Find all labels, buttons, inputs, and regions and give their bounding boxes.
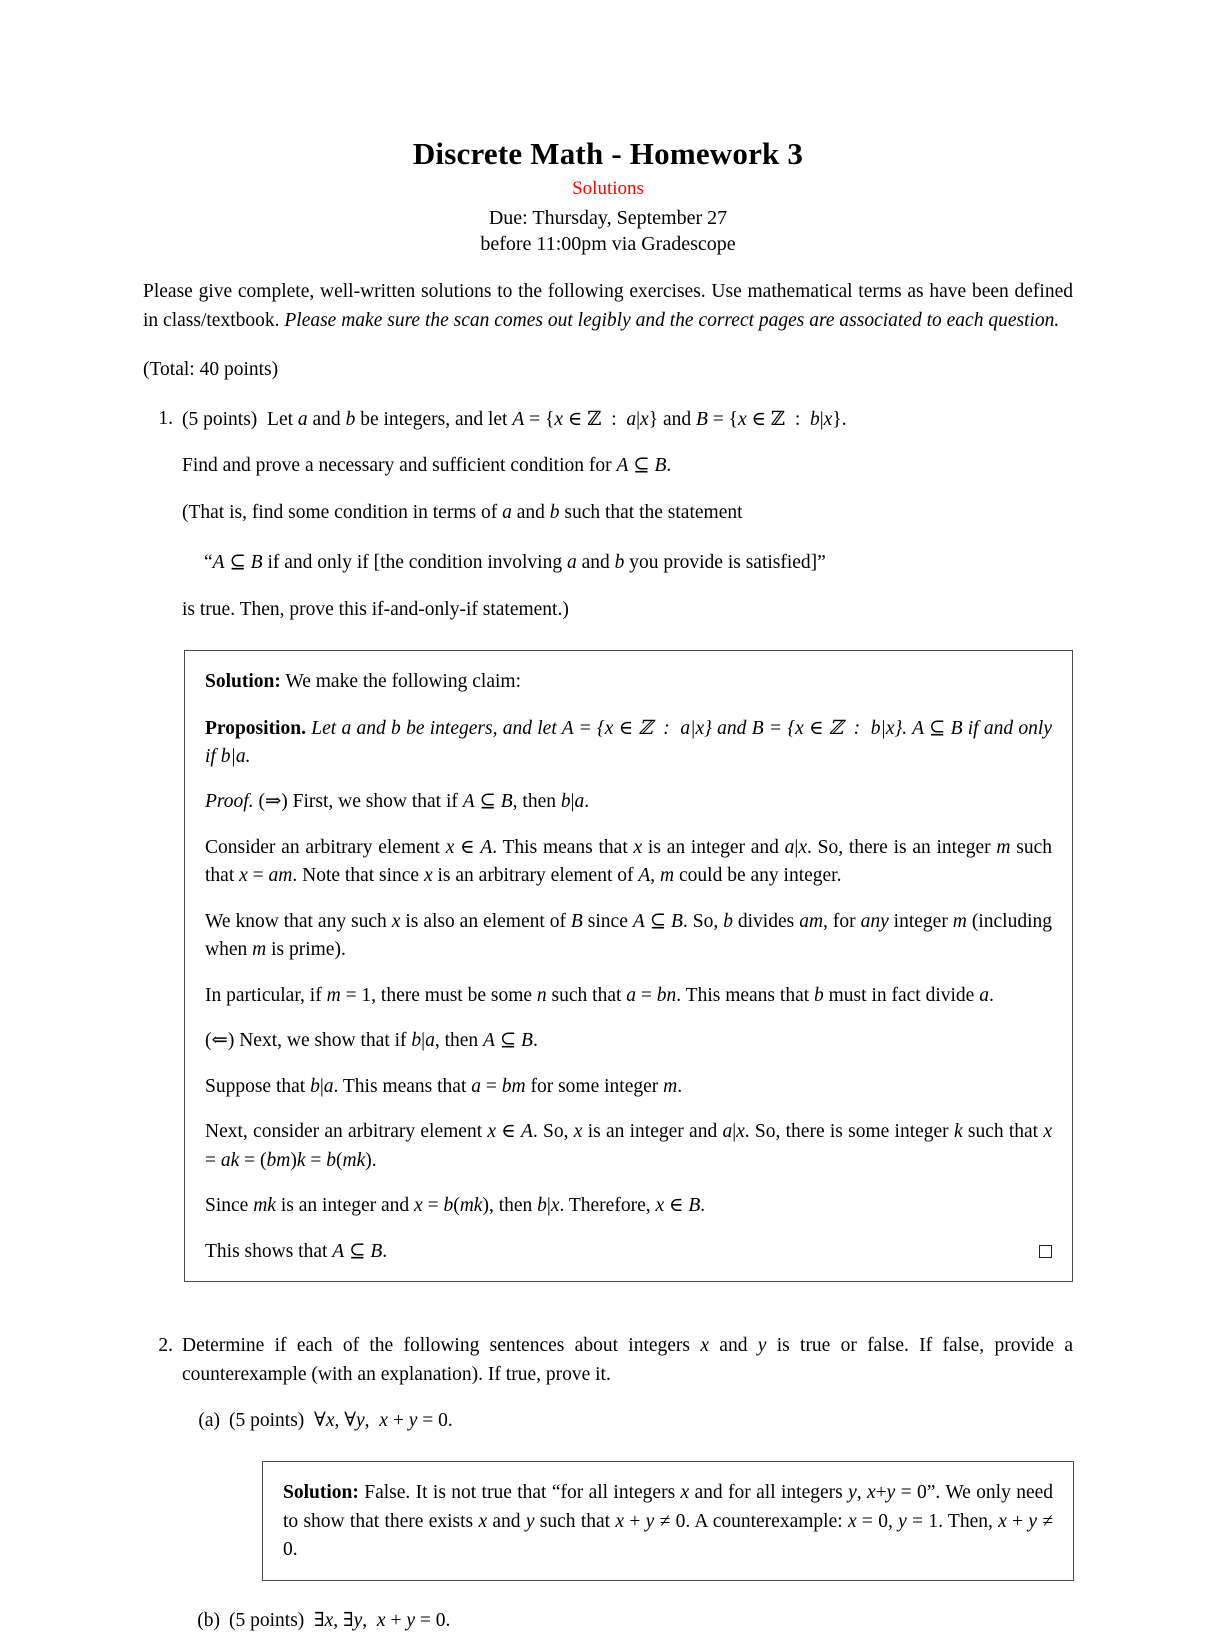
proof-label: Proof. <box>205 791 254 813</box>
problem-2a-label: (a) <box>198 1410 220 1432</box>
problem-2a-solution-label: Solution: <box>283 1482 359 1504</box>
proof-backward-head: (⇐) Next, we show that if b|a, then A ⊆ B. <box>205 1030 538 1052</box>
problem-1-line-2: Find and prove a necessary and sufficient condition for A ⊆ B. <box>182 455 672 477</box>
proof-paragraph-5: Next, consider an arbitrary element x ∈ A. So, x is an integer and a|x. So, there is some integer k such that x = ak = (bm)k = b(mk). <box>205 1121 1053 1171</box>
problem-2 <box>143 1332 1073 1635</box>
solution-claim-line <box>205 668 1052 696</box>
page-title: Discrete Math - Homework 3 <box>412 136 804 171</box>
instructions-paragraph <box>143 278 1073 335</box>
problem-1-quoted-statement: “A ⊆ B if and only if [the condition involving a and b you provide is satisfied]” <box>204 552 826 574</box>
problem-2a-solution-box <box>262 1461 1074 1580</box>
instructions-text: Please give complete, well-written solutions to the following exercises. Use mathematical terms as have been defined in class/textbook. <box>143 281 1073 331</box>
proposition-text: Let a and b be integers, and let A = {x ∈ ℤ : a|x} and B = {x ∈ ℤ : b|x}. A ⊆ B if and only if b|a. <box>205 715 1052 767</box>
total-points: (Total: 40 points) <box>143 359 279 381</box>
due-date-line: Due: Thursday, September 27 <box>488 206 728 229</box>
problem-2a-solution-text: False. It is not true that “for all integers x and for all integers y, x+y = 0”. We only need to show that there exists x and y such that x + y ≠ 0. A counterexample: x = 0, y = 1. Then, x + y ≠ 0. <box>283 1482 1054 1561</box>
problem-2-stem: Determine if each of the following sentences about integers x and y is true or false. If false, provide a counterexample (with an explanation). If true, prove it. <box>182 1335 1073 1385</box>
problem-2-body <box>182 1332 1073 1635</box>
problem-1 <box>143 405 1073 624</box>
problem-2b-text: (5 points) ∃x, ∃y, x + y = 0. <box>229 1609 451 1631</box>
proof-paragraph-1: Consider an arbitrary element x ∈ A. This means that x is an integer and a|x. So, there is an integer m such that x = am. Note that since x is an arbitrary element of A, m could be any integer. <box>205 836 1053 887</box>
solution-label: Solution: <box>205 671 281 693</box>
solution-intro: We make the following claim: <box>285 671 521 693</box>
problem-2a <box>182 1407 1073 1435</box>
proposition-paragraph <box>205 714 1052 772</box>
problem-2a-solution-paragraph <box>283 1479 1053 1564</box>
proposition-label: Proposition. <box>205 717 306 739</box>
page-content <box>143 0 1073 1635</box>
problem-2-number: 2. <box>158 1335 173 1357</box>
problem-2a-text: (5 points) ∀x, ∀y, x + y = 0. <box>229 1410 453 1432</box>
solutions-tag: Solutions <box>572 177 644 199</box>
proof-paragraph-6: Since mk is an integer and x = b(mk), then b|x. Therefore, x ∈ B. <box>205 1195 706 1217</box>
problem-1-number: 1. <box>158 407 173 429</box>
qed-box-icon <box>1039 1245 1052 1258</box>
problem-1-solution-box <box>184 650 1073 1282</box>
problem-1-line-3: (That is, find some condition in terms of a and b such that the statement <box>182 501 743 523</box>
instructions-emphasis: Please make sure the scan comes out legibly and the correct pages are associated to each question. <box>284 309 1060 331</box>
problem-1-line-4: is true. Then, prove this if-and-only-if statement.) <box>182 598 569 620</box>
problem-2b-label: (b) <box>197 1609 220 1631</box>
proof-emphasis-any: any <box>860 910 889 932</box>
proof-paragraph-4: Suppose that b|a. This means that a = bm for some integer m. <box>205 1075 683 1097</box>
proof-forward-head <box>205 788 1052 816</box>
proof-paragraph-3: In particular, if m = 1, there must be some n such that a = bn. This means that b must in fact divide a. <box>205 984 994 1006</box>
proof-paragraph-7: This shows that A ⊆ B. <box>205 1238 1052 1266</box>
proof-forward-text: (⇒) First, we show that if A ⊆ B, then b|a. <box>258 791 590 813</box>
proof-paragraph-2: We know that any such x is also an element of B since A ⊆ B. So, b divides am, for any integer m (including when m is prime). <box>205 910 1052 961</box>
submission-line: before 11:00pm via Gradescope <box>480 232 736 255</box>
problem-1-body <box>182 405 1073 624</box>
problem-1-line-1: (5 points) Let a and b be integers, and let A = {x ∈ ℤ : a|x} and B = {x ∈ ℤ : b|x}. <box>182 406 847 430</box>
problem-2b <box>182 1607 1073 1635</box>
